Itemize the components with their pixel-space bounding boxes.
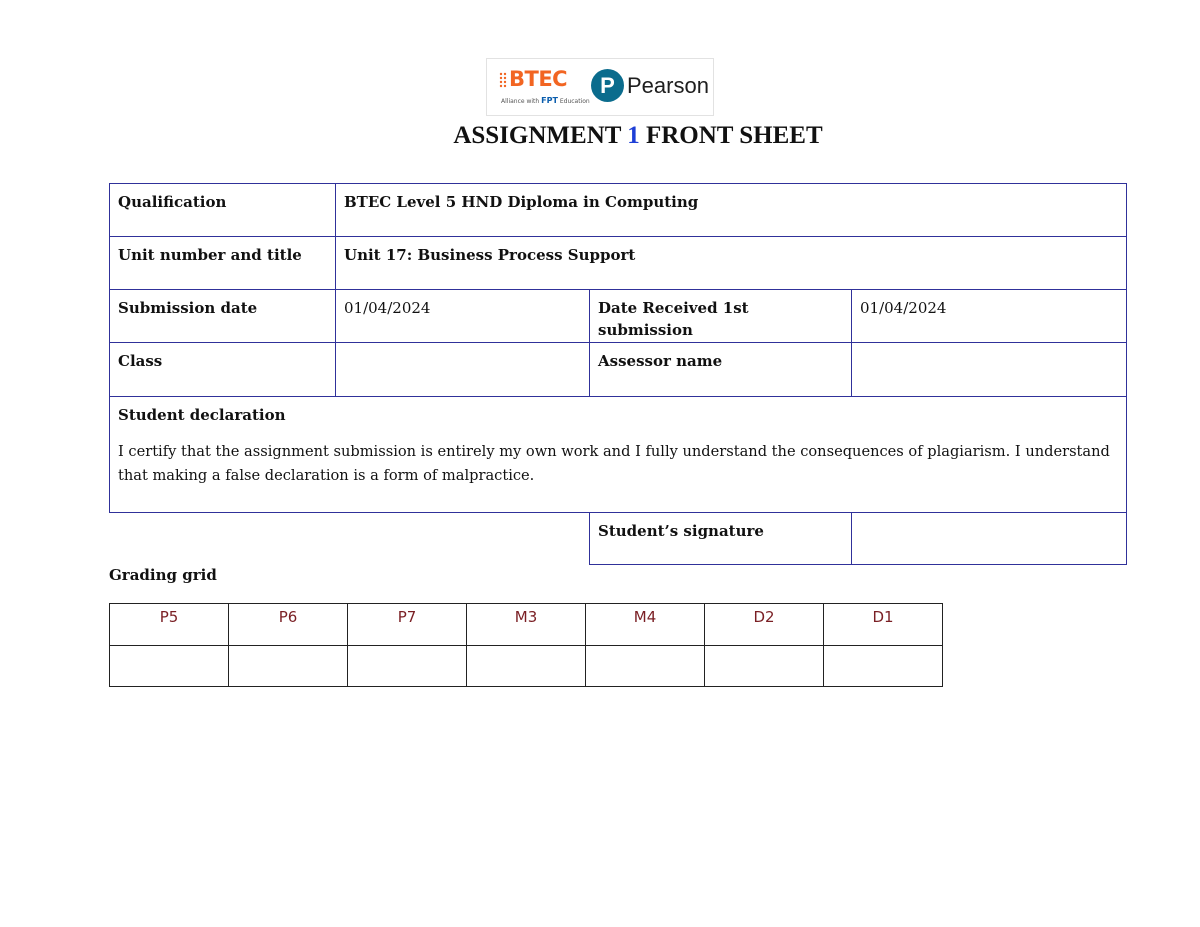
signature-label: Student’s signature <box>598 522 764 540</box>
page-title <box>0 122 1200 150</box>
grading-grid-header-row <box>110 604 943 646</box>
declaration-heading: Student declaration <box>118 406 286 424</box>
table-border <box>590 564 1127 565</box>
class-value <box>336 343 589 396</box>
btec-tagline-prefix: Alliance with <box>501 98 540 105</box>
grade-value-cell <box>467 646 586 687</box>
grade-criterion: D1 <box>824 604 943 646</box>
btec-logo: BTEC <box>509 67 568 91</box>
date-received-label: Date Received 1st submission <box>598 299 749 339</box>
grade-value-cell <box>110 646 229 687</box>
assessor-value <box>852 343 1126 396</box>
pearson-logo: Pearson <box>627 73 709 98</box>
grading-grid-value-row <box>110 646 943 687</box>
btec-tagline <box>501 96 590 105</box>
assessor-label: Assessor name <box>598 352 723 370</box>
grading-grid <box>109 603 943 687</box>
table-border <box>1126 183 1127 565</box>
class-label: Class <box>118 352 163 370</box>
btec-tagline-suffix: Education <box>559 98 590 105</box>
pearson-logo-letter: P <box>600 73 615 98</box>
grade-criterion: P5 <box>110 604 229 646</box>
grade-criterion: D2 <box>705 604 824 646</box>
grade-value-cell <box>348 646 467 687</box>
grade-value-cell <box>586 646 705 687</box>
title-prefix: ASSIGNMENT <box>453 122 621 149</box>
qualification-label: Qualification <box>118 193 227 211</box>
grade-criterion: M4 <box>586 604 705 646</box>
grade-criterion: P6 <box>229 604 348 646</box>
submission-date-label: Submission date <box>118 299 258 317</box>
unit-value: Unit 17: Business Process Support <box>344 246 636 264</box>
grading-grid-label: Grading grid <box>109 566 217 584</box>
btec-dots-icon <box>499 72 507 88</box>
grade-value-cell <box>705 646 824 687</box>
grade-criterion: P7 <box>348 604 467 646</box>
grade-value-cell <box>229 646 348 687</box>
unit-label: Unit number and title <box>118 246 302 264</box>
fpt-mark: FPT <box>541 96 558 105</box>
qualification-value: BTEC Level 5 HND Diploma in Computing <box>344 193 699 211</box>
grade-value-cell <box>824 646 943 687</box>
title-suffix: FRONT SHEET <box>645 122 823 149</box>
pearson-logo-icon <box>591 69 624 102</box>
grade-criterion: M3 <box>467 604 586 646</box>
declaration-text: I certify that the assignment submission is entirely my own work and I fully understand the consequences of plagiarism. I understand that making a false declaration is a form of malpractice. <box>118 443 1110 484</box>
submission-date-value: 01/04/2024 <box>344 299 431 317</box>
date-received-value: 01/04/2024 <box>860 299 947 317</box>
logo-banner <box>486 58 714 116</box>
title-number: 1 <box>627 122 640 149</box>
signature-value <box>852 513 1126 564</box>
